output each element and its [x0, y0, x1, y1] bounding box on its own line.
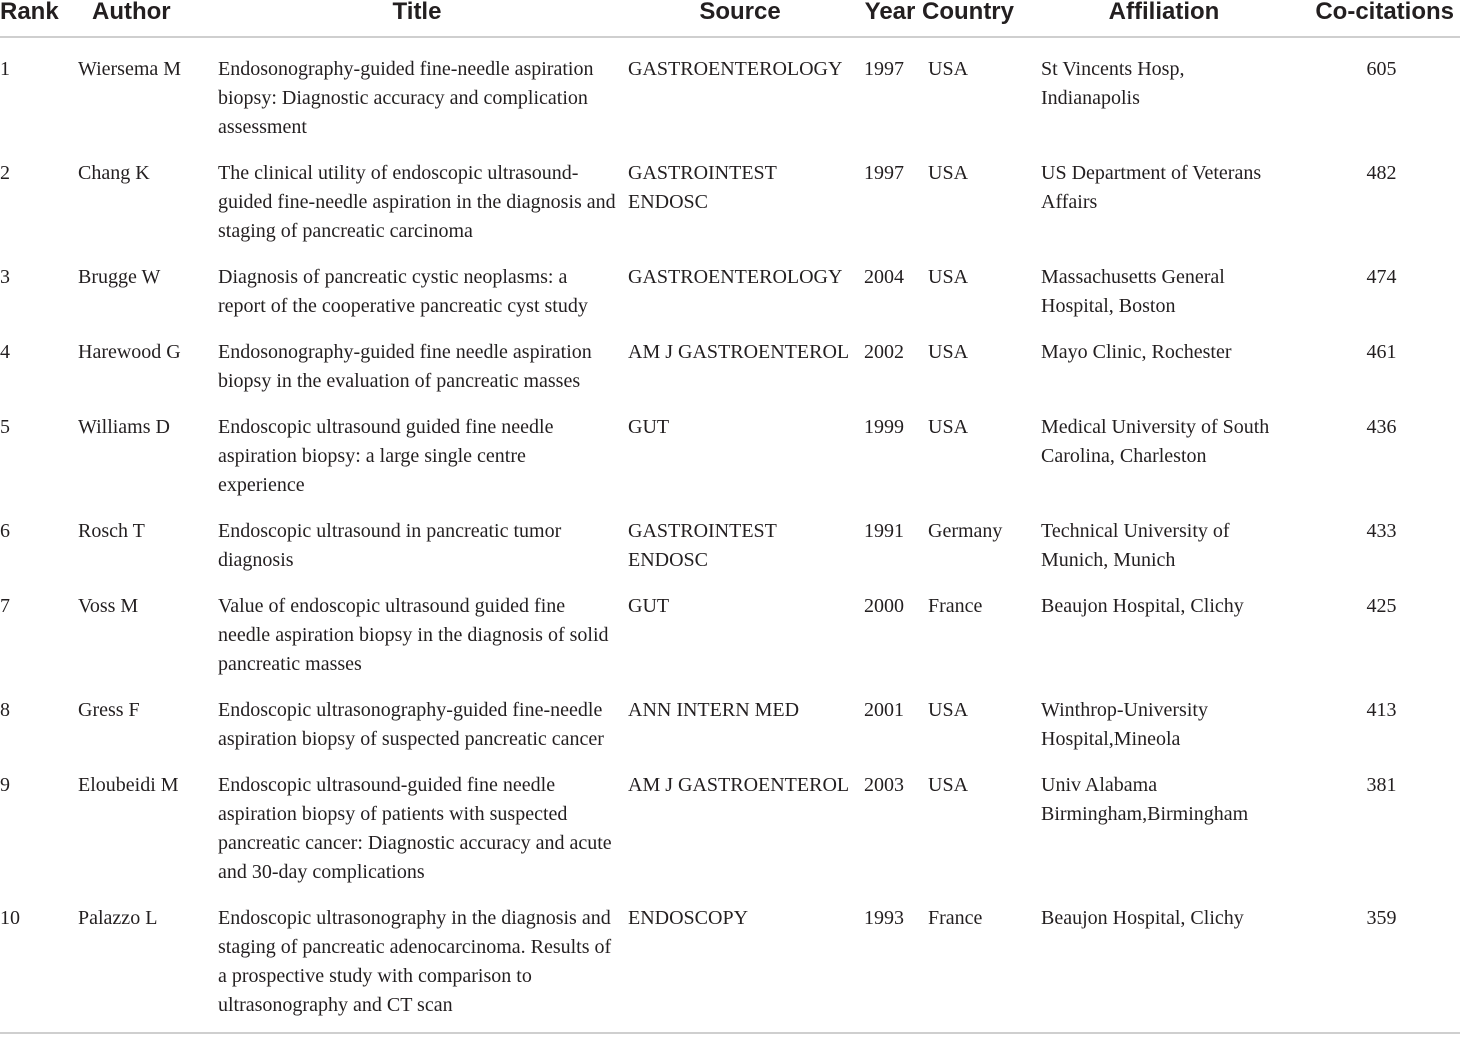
- cell-country: France: [928, 595, 983, 617]
- cell-title: Diagnosis of pancreatic cystic neoplasms: a report of the cooperative pancreatic cyst study: [218, 266, 588, 317]
- cell-affiliation: St Vincents Hosp, Indianapolis: [1041, 58, 1185, 109]
- cell-author: Gress F: [78, 699, 140, 721]
- cell-cocitations: 605: [1366, 58, 1397, 80]
- cell-year: 1993: [858, 887, 922, 1033]
- cell-year: 1997: [864, 162, 904, 184]
- cell-rank: 8: [0, 699, 10, 721]
- cell-author: Palazzo L: [72, 887, 212, 1033]
- cell-rank: 9: [0, 774, 10, 796]
- cell-affiliation: Massachusetts General Hospital, Boston: [1041, 266, 1225, 317]
- header-row: [0, 0, 1460, 37]
- cell-source: GASTROENTEROLOGY: [628, 58, 843, 80]
- cell-year: 1999: [864, 416, 904, 438]
- cell-country: USA: [928, 341, 969, 363]
- header-year: Year: [858, 0, 922, 37]
- cell-title: Endoscopic ultrasonography-guided fine-needle aspiration biopsy of suspected pancreatic cancer: [218, 699, 604, 750]
- cell-affiliation: Univ Alabama Birmingham,Birmingham: [1041, 774, 1249, 825]
- cell-source: GASTROINTEST ENDOSC: [628, 162, 777, 213]
- cell-rank: 10: [0, 887, 72, 1033]
- cell-cocitations: 381: [1366, 774, 1397, 796]
- cell-title: The clinical utility of endoscopic ultrasound-guided fine-needle aspiration in the diagnosis and staging of pancreatic carcinoma: [218, 162, 616, 242]
- table-row: [0, 142, 1460, 246]
- cell-rank: 4: [0, 341, 10, 363]
- cell-title: Endoscopic ultrasonography in the diagnosis and staging of pancreatic adenocarcinoma. Results of a prospective study with comparison to ultrasonography and CT scan: [212, 887, 622, 1033]
- cell-cocitations: 474: [1366, 266, 1397, 288]
- table-row: [0, 37, 1460, 142]
- table-row: [0, 679, 1460, 754]
- cell-author: Williams D: [78, 416, 170, 438]
- cell-cocitations: 433: [1366, 520, 1397, 542]
- cell-cocitations: 461: [1366, 341, 1397, 363]
- table-header: [0, 0, 1460, 37]
- cell-country: Germany: [928, 520, 1003, 542]
- cell-cocitations: 359: [1293, 887, 1460, 1033]
- cell-author: Eloubeidi M: [78, 774, 179, 796]
- cell-title: Value of endoscopic ultrasound guided fine needle aspiration biopsy in the diagnosis of solid pancreatic masses: [218, 595, 609, 675]
- cell-cocitations: 413: [1366, 699, 1397, 721]
- table-row: [0, 321, 1460, 396]
- cell-affiliation: US Department of Veterans Affairs: [1041, 162, 1262, 213]
- cell-country: USA: [928, 699, 969, 721]
- cell-rank: 5: [0, 416, 10, 438]
- cell-affiliation: Winthrop-University Hospital,Mineola: [1041, 699, 1208, 750]
- header-rank: Rank: [0, 0, 72, 37]
- cell-source: ANN INTERN MED: [628, 699, 800, 721]
- cell-source: GASTROENTEROLOGY: [628, 266, 843, 288]
- cell-rank: 2: [0, 162, 10, 184]
- cell-cocitations: 425: [1366, 595, 1397, 617]
- cell-year: 1991: [864, 520, 904, 542]
- header-title: Title: [212, 0, 622, 37]
- table-body: [0, 37, 1460, 1033]
- cell-country: USA: [928, 162, 969, 184]
- header-cocitations: Co-citations: [1293, 0, 1460, 37]
- cell-author: Chang K: [78, 162, 150, 184]
- cell-country: USA: [928, 58, 969, 80]
- cell-country: USA: [928, 416, 969, 438]
- cell-author: Wiersema M: [78, 58, 182, 80]
- cell-source: GUT: [628, 416, 670, 438]
- cell-title: Endosonography-guided fine-needle aspiration biopsy: Diagnostic accuracy and complication assessment: [218, 58, 594, 138]
- cell-rank: 6: [0, 520, 10, 542]
- table-row: [0, 396, 1460, 500]
- cell-year: 2004: [864, 266, 904, 288]
- cell-title: Endoscopic ultrasound-guided fine needle aspiration biopsy of patients with suspected pancreatic cancer: Diagnostic accuracy and acute and 30-day complications: [218, 774, 612, 883]
- cell-source: GUT: [628, 595, 670, 617]
- cell-rank: 7: [0, 595, 10, 617]
- cell-title: Endoscopic ultrasound in pancreatic tumor diagnosis: [218, 520, 562, 571]
- table-row: [0, 500, 1460, 575]
- cell-affiliation: Medical University of South Carolina, Charleston: [1041, 416, 1270, 467]
- header-author: Author: [72, 0, 212, 37]
- cell-affiliation: Mayo Clinic, Rochester: [1041, 341, 1232, 363]
- cell-year: 1997: [864, 58, 904, 80]
- cell-source: ENDOSCOPY: [622, 887, 858, 1033]
- cell-source: AM J GASTROENTEROL: [628, 774, 850, 796]
- table-row: [0, 887, 1460, 1033]
- cell-source: AM J GASTROENTEROL: [628, 341, 850, 363]
- cell-author: Brugge W: [78, 266, 161, 288]
- cell-title: Endoscopic ultrasound guided fine needle aspiration biopsy: a large single centre experience: [218, 416, 554, 496]
- table-row: [0, 754, 1460, 887]
- cell-affiliation: Beaujon Hospital, Clichy: [1035, 887, 1293, 1033]
- cell-rank: 1: [0, 58, 10, 80]
- cell-year: 2003: [864, 774, 904, 796]
- header-country: Country: [922, 0, 1035, 37]
- cell-country: France: [922, 887, 1035, 1033]
- header-affiliation: Affiliation: [1035, 0, 1293, 37]
- table-row: [0, 575, 1460, 679]
- cell-country: USA: [928, 774, 969, 796]
- cell-author: Voss M: [78, 595, 139, 617]
- cell-affiliation: Technical University of Munich, Munich: [1041, 520, 1230, 571]
- cell-year: 2000: [864, 595, 904, 617]
- table-row: [0, 246, 1460, 321]
- cell-year: 2001: [864, 699, 904, 721]
- cell-cocitations: 436: [1366, 416, 1397, 438]
- cell-cocitations: 482: [1366, 162, 1397, 184]
- cell-rank: 3: [0, 266, 10, 288]
- cell-title: Endosonography-guided fine needle aspiration biopsy in the evaluation of pancreatic masses: [218, 341, 592, 392]
- cell-country: USA: [928, 266, 969, 288]
- header-source: Source: [622, 0, 858, 37]
- cell-year: 2002: [864, 341, 904, 363]
- cell-affiliation: Beaujon Hospital, Clichy: [1041, 595, 1244, 617]
- cell-author: Harewood G: [78, 341, 181, 363]
- cell-author: Rosch T: [78, 520, 145, 542]
- cell-source: GASTROINTEST ENDOSC: [628, 520, 777, 571]
